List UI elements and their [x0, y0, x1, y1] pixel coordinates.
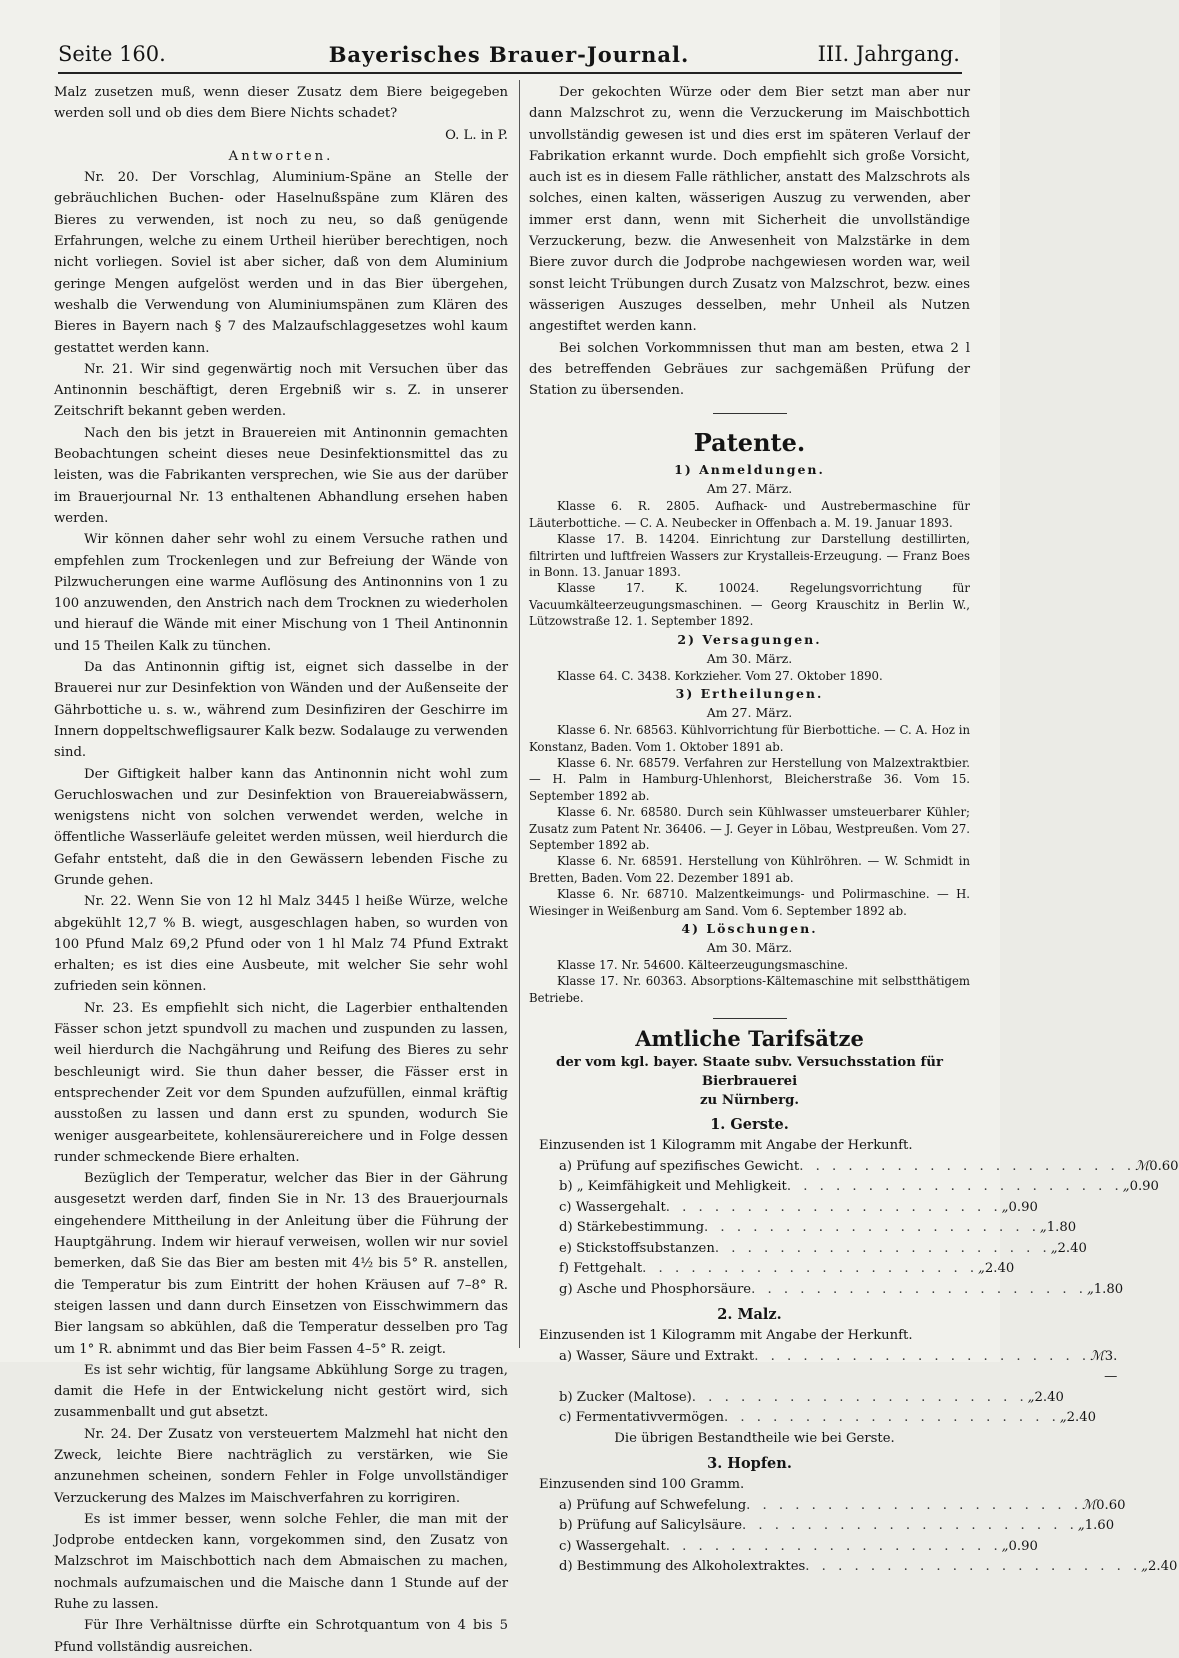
tariff-price: 0.60: [1149, 1158, 1179, 1174]
tariff-row: [529, 1537, 1038, 1558]
tariff-row: [529, 1516, 1115, 1537]
patent-section-date: Am 27. März.: [706, 481, 793, 497]
leader-dots: . . . . . . . . . . . . . . . . . . . . .: [704, 1220, 1040, 1236]
tariff-item-label: c) Wassergehalt: [559, 1199, 666, 1215]
article-paragraph: Malz zusetzen muß, wenn dieser Zusatz dem Biere beigegeben werden soll und ob dies dem Biere Nichts schadet?: [54, 85, 508, 122]
currency-symbol: „: [978, 1261, 985, 1277]
leader-dots: . . . . . . . . . . . . . . . . . . . . .: [786, 1179, 1123, 1195]
tariff-item-label: a) Wasser, Säure und Extrakt: [559, 1348, 755, 1364]
tariff-price: 0.90: [1008, 1538, 1038, 1554]
journal-title: Bayerisches Brauer-Journal.: [328, 42, 690, 67]
leader-dots: . . . . . . . . . . . . . . . . . . . . .: [642, 1261, 979, 1277]
leader-dots: . . . . . . . . . . . . . . . . . . . . .: [691, 1389, 1028, 1405]
tariff-price: 0.90: [1129, 1179, 1159, 1195]
tariff-subtitle-location: zu Nürnberg.: [699, 1093, 800, 1109]
tariff-item-label: b) Prüfung auf Salicylsäure: [559, 1518, 742, 1534]
patent-entry: Klasse 6. Nr. 68563. Kühlvorrichtung für Bierbottiche. — C. A. Hoz in Konstanz, Baden. Vom 1. Oktober 1891 ab.: [529, 723, 970, 754]
patent-entry: Klasse 6. Nr. 68579. Verfahren zur Herstellung von Malzextraktbier. — H. Palm in Hamburg-Uhlenhorst, Bleicherstraße 36. Vom 15. September 1892 ab.: [529, 755, 970, 803]
leader-dots: . . . . . . . . . . . . . . . . . . . . .: [751, 1281, 1087, 1297]
tariff-note: Die übrigen Bestandtheile wie bei Gerste.: [614, 1430, 895, 1446]
article-paragraph: Bei solchen Vorkommnissen thut man am besten, etwa 2 l des betreffenden Gebräues zur sachgemäßen Prüfung der Station zu übersenden.: [529, 340, 970, 399]
patent-entry: Klasse 6. Nr. 68591. Herstellung von Kühlröhren. — W. Schmidt in Bretten, Baden. Vom 22. Dezember 1891 ab.: [529, 854, 970, 885]
tariff-price: 2.40: [1066, 1410, 1097, 1426]
article-paragraph: Wir können daher sehr wohl zu einem Versuche rathen und empfehlen zum Trockenlegen und zur Befreiung der Wände von Pilzwucherungen eine warme Auflösung des Antinonnins von 1 zu 100 anzuwenden, den Anstrich nach dem Trocknen zu wiederholen und hierauf die Wände mit einer Mischung von 1 Theil Antinonnin und 15 Theilen Kalk zu tünchen.: [54, 532, 508, 654]
tariff-price: 2.40: [1057, 1240, 1087, 1256]
article-paragraph: Bezüglich der Temperatur, welcher das Bier in der Gährung ausgesetzt werden darf, finden Sie in Nr. 13 des Brauerjournals eingehendere Mittheilung in der Anleitung über die Führung der Hauptgährung. Indem wir hierauf verweisen, wollen wir nur soviel bemerken, daß Sie das Bier am besten mit 4½ bis 5° R. anstellen, die Temperatur bis zum Eintritt der hohen Kräusen auf 7–8° R. steigen lassen und dann durch Einsetzen von Eisschwimmern das Bier langsam so abkühlen, daß die Temperatur desselben pro Tag um 1° R. abnimmt und das Bier beim Fassen 4–5° R. zeigt.: [54, 1171, 508, 1357]
tariff-price: 0.90: [1008, 1199, 1038, 1215]
tariff-item-label: f) Fettgehalt: [559, 1261, 643, 1277]
tariff-heading: Amtliche Tarifsätze: [635, 1026, 864, 1052]
tariff-item-label: g) Asche und Phosphorsäure: [559, 1281, 752, 1297]
tariff-subtitle: der vom kgl. bayer. Staate subv. Versuchsstation für Bierbrauerei: [556, 1055, 943, 1090]
patent-section-date: Am 30. März.: [706, 650, 793, 666]
patents-list: [529, 460, 970, 1006]
article-paragraph: Der Giftigkeit halber kann das Antinonnin nicht wohl zum Geruchloswachen und zur Desinfektion von Brauereiabwässern, wenigstens nicht von solchen verwendet werden, welche in öffentliche Wasserläufe geleitet werden müssen, weil hierdurch die Gefahr entsteht, daß die in den Gewässern lebenden Fische zu Grunde gehen.: [54, 766, 508, 888]
tariff-price: 1.80: [1046, 1220, 1077, 1236]
patent-section-heading: 2) Versagungen.: [677, 631, 822, 647]
patent-section-heading: 3) Ertheilungen.: [675, 686, 824, 702]
tariff-section-intro: Einzusenden sind 100 Gramm.: [539, 1477, 745, 1493]
article-paragraph: Es ist sehr wichtig, für langsame Abkühlung Sorge zu tragen, damit die Hefe in der Entwickelung nicht gestört wird, sich zusammenballt und gut absetzt.: [54, 1362, 508, 1421]
tariff-item-label: d) Stärkebestimmung: [559, 1220, 705, 1236]
tariff-section-intro: Einzusenden ist 1 Kilogramm mit Angabe der Herkunft.: [539, 1328, 913, 1344]
tariff-price: 1.80: [1093, 1281, 1124, 1297]
article-paragraph: Nr. 21. Wir sind gegenwärtig noch mit Versuchen über das Antinonnin beschäftigt, deren Ergebniß wir s. Z. in unserer Zeitschrift bekannt geben werden.: [54, 361, 508, 420]
currency-symbol: „: [1039, 1220, 1047, 1236]
tariff-price: 2.40: [1034, 1389, 1064, 1405]
page-number: Seite 160.: [58, 42, 166, 66]
tariff-item-label: b) Zucker (Maltose): [559, 1389, 692, 1405]
section-rule: [713, 1018, 787, 1019]
tariff-row: [529, 1408, 1097, 1429]
tariff-row: [529, 1239, 1087, 1260]
tariff-item-label: e) Stickstoffsubstanzen: [559, 1240, 715, 1256]
tariff-price: 3.—: [1104, 1348, 1118, 1385]
patent-entry: Klasse 17. K. 10024. Regelungsvorrichtung für Vacuumkälteerzeugungsmaschinen. — Georg Krauschitz in Berlin W., Lützowstraße 12. 1. September 1892.: [529, 581, 970, 629]
currency-symbol: „: [1077, 1518, 1085, 1534]
patent-entry: Klasse 17. Nr. 54600. Kälteerzeugungsmaschine.: [557, 957, 849, 972]
currency-symbol: „: [1027, 1389, 1035, 1405]
article-paragraph: O. L. in P.: [445, 127, 508, 143]
leader-dots: . . . . . . . . . . . . . . . . . . . . .: [723, 1410, 1060, 1426]
currency-symbol: „: [1141, 1559, 1149, 1575]
article-paragraph: Nach den bis jetzt in Brauereien mit Antinonnin gemachten Beobachtungen scheint dieses neue Desinfektionsmittel das zu leisten, was die Fabrikanten versprechen, wie Sie aus der darüber im Brauerjournal Nr. 13 enthaltenen Abhandlung ersehen haben werden.: [54, 425, 508, 526]
tariff-row: [529, 1259, 1015, 1280]
tariff-item-label: a) Prüfung auf spezifisches Gewicht: [559, 1158, 800, 1174]
patent-section-date: Am 30. März.: [706, 939, 793, 955]
patent-entry: Klasse 17. B. 14204. Einrichtung zur Darstellung destillirten, filtrirten und luftfreien Wassers zur Krystalleis-Erzeugung. — Franz Boes in Bonn. 13. Januar 1893.: [529, 532, 970, 580]
patent-section-heading: 1) Anmeldungen.: [674, 462, 825, 478]
leader-dots: . . . . . . . . . . . . . . . . . . . . .: [665, 1199, 1002, 1215]
header-rule: [58, 72, 962, 74]
article-paragraph: Nr. 22. Wenn Sie von 12 hl Malz 3445 l heiße Würze, welche abgekühlt 12,7 % B. wiegt, ausgeschlagen haben, so wurden von 100 Pfund Malz 69,2 Pfund oder von 1 hl Malz 74 Pfund Extrakt erhalten; es ist dies eine Ausbeute, mit welcher Sie sehr wohl zufrieden sein können.: [54, 894, 508, 995]
tariff-row: [529, 1280, 1124, 1301]
article-paragraph: Für Ihre Verhältnisse dürfte ein Schrotquantum von 4 bis 5 Pfund vollständig ausreichen.: [54, 1618, 508, 1655]
article-paragraph: Nr. 20. Der Vorschlag, Aluminium-Späne an Stelle der gebräuchlichen Buchen- oder Haselnußspäne zum Klären des Bieres zu verwenden, ist noch zu neu, so daß genügende Erfahrungen, welche zu einem Urtheil hierüber berechtigen, noch nicht vorliegen. Soviel ist aber sicher, daß von dem Aluminium geringe Mengen aufgelöst werden und in das Bier übergehen, weshalb die Verwendung von Aluminiumspänen zum Klären des Bieres in Bayern nach § 7 des Malzaufschlaggesetzes wohl kaum gestattet werden kann.: [54, 170, 508, 356]
leader-dots: . . . . . . . . . . . . . . . . . . . . .: [799, 1158, 1136, 1174]
article-paragraph: Es ist immer besser, wenn solche Fehler, die man mit der Jodprobe entdecken kann, vorgekommen sind, den Zusatz von Malzschrot im Maischbottich nach dem Abmaischen zu machen, nochmals aufzumaischen und die Maische dann 1 Stunde auf der Ruhe zu lassen.: [54, 1511, 508, 1613]
tariff-section-heading: 1. Gerste.: [710, 1116, 789, 1134]
patent-entry: Klasse 64. C. 3438. Korkzieher. Vom 27. Oktober 1890.: [557, 668, 883, 683]
tariff-price: 0.60: [1096, 1497, 1126, 1513]
leader-dots: . . . . . . . . . . . . . . . . . . . . .: [742, 1518, 1078, 1534]
patents-heading: Patente.: [693, 428, 806, 458]
tariff-item-label: c) Fermentativvermögen: [559, 1410, 724, 1426]
tariff-price: 2.40: [984, 1261, 1015, 1277]
section-rule: [713, 413, 787, 414]
tariff-tables: [529, 1114, 1179, 1578]
patent-entry: Klasse 6. R. 2805. Aufhack- und Austrebermaschine für Läuterbottiche. — C. A. Neubecker in Offenbach a. M. 19. Januar 1893.: [529, 499, 970, 530]
leader-dots: . . . . . . . . . . . . . . . . . . . . .: [754, 1348, 1091, 1364]
tariff-row: [529, 1388, 1064, 1409]
tariff-row: [529, 1198, 1038, 1219]
tariff-row: [529, 1557, 1178, 1578]
tariff-row: [529, 1347, 1118, 1388]
currency-symbol: „: [1059, 1410, 1067, 1426]
article-paragraph: Der gekochten Würze oder dem Bier setzt man aber nur dann Malzschrot zu, wenn die Verzuckerung im Maischbottich unvollständig gewesen ist und dies erst im späteren Verlauf der Fabrikation erkannt wurde. Doch empfiehlt sich große Vorsicht, auch ist es in diesem Falle räthlicher, anstatt des Malzschrots als solches, einen kalten, wässerigen Auszug zu verwenden, aber immer erst dann, wenn mit Sicherheit die unvollständige Verzuckerung, bezw. die Anwesenheit von Malzstärke in dem Biere zuvor durch die Jodprobe nachgewiesen worden war, weil sonst leicht Trübungen durch Zusatz von Malzschrot, bezw. eines wässerigen Auszuges desselben, mehr Unheil als Nutzen angestiftet werden kann.: [529, 85, 970, 335]
tariff-price: 2.40: [1148, 1559, 1178, 1575]
article-paragraph: Antworten.: [228, 148, 334, 164]
volume-year: III. Jahrgang.: [817, 42, 960, 66]
patent-section-date: Am 27. März.: [706, 705, 793, 721]
currency-symbol: „: [1050, 1240, 1058, 1256]
left-column: [54, 82, 508, 1658]
tariff-item-label: b) „ Keimfähigkeit und Mehligkeit: [559, 1179, 787, 1195]
currency-symbol: „: [1001, 1199, 1009, 1215]
patent-section-heading: 4) Löschungen.: [681, 920, 818, 936]
article-paragraph: Nr. 24. Der Zusatz von versteuertem Malzmehl hat nicht den Zweck, leichte Biere nachträglich zu verstärken, wie Sie anzunehmen scheinen, sondern Fehler in Folge unvollständiger Verzuckerung des Malzes im Maischverfahren zu korrigiren.: [54, 1426, 508, 1506]
patent-entry: Klasse 6. Nr. 68710. Malzentkeimungs- und Polirmaschine. — H. Wiesinger in Weißenburg am Sand. Vom 6. September 1892 ab.: [529, 887, 970, 918]
tariff-item-label: c) Wassergehalt: [559, 1538, 666, 1554]
article-paragraph: Nr. 23. Es empfiehlt sich nicht, die Lagerbier enthaltenden Fässer schon jetzt spundvoll zu machen und zuspunden zu lassen, weil hierdurch die Nachgährung und Reifung des Bieres zu sehr beschleunigt wird. Sie thun daher besser, die Fässer erst in entsprechender Zeit vor dem Spunden aufzufüllen, einmal kräftig ausstoßen zu lassen und dann erst zu spunden, wodurch Sie weniger ausgearbeitete, kohlensäurereichere und in Folge dessen runder schmeckende Biere erhalten.: [54, 1000, 508, 1165]
leader-dots: . . . . . . . . . . . . . . . . . . . . .: [746, 1497, 1083, 1513]
patent-entry: Klasse 17. Nr. 60363. Absorptions-Kältemaschine mit selbstthätigem Betriebe.: [529, 974, 970, 1005]
currency-symbol: „: [1086, 1281, 1094, 1297]
leader-dots: . . . . . . . . . . . . . . . . . . . . .: [665, 1538, 1002, 1554]
tariff-item-label: d) Bestimmung des Alkoholextraktes: [559, 1559, 806, 1575]
currency-symbol: „: [1122, 1179, 1130, 1195]
tariff-row: [529, 1177, 1159, 1198]
tariff-section-heading: 3. Hopfen.: [707, 1455, 792, 1473]
article-paragraph: Da das Antinonnin giftig ist, eignet sich dasselbe in der Brauerei nur zur Desinfektion von Wänden und der Außenseite der Gährbottiche u. s. w., während zum Desinfiziren der Geschirre im Innern doppeltschwefligsaurer Kalk bezw. Sodalauge zu verwenden sind.: [54, 660, 508, 761]
tariff-section-intro: Einzusenden ist 1 Kilogramm mit Angabe der Herkunft.: [539, 1138, 913, 1154]
leader-dots: . . . . . . . . . . . . . . . . . . . . .: [714, 1240, 1051, 1256]
tariff-row: [529, 1496, 1126, 1517]
tariff-row: [529, 1218, 1077, 1239]
column-divider: [519, 80, 520, 1348]
right-column: [529, 82, 1179, 1578]
tariff-item-label: a) Prüfung auf Schwefelung: [559, 1497, 747, 1513]
right-column-top-text: [529, 82, 970, 401]
patent-entry: Klasse 6. Nr. 68580. Durch sein Kühlwasser umsteuerbarer Kühler; Zusatz zum Patent Nr. 36406. — J. Geyer in Löbau, Westpreußen. Vom 27. September 1892 ab.: [529, 805, 970, 852]
currency-symbol: „: [1001, 1538, 1009, 1554]
tariff-section-heading: 2. Malz.: [717, 1306, 782, 1324]
tariff-row: [529, 1157, 1179, 1178]
tariff-price: 1.60: [1084, 1518, 1115, 1534]
currency-symbol: ℳ: [1082, 1497, 1097, 1513]
leader-dots: . . . . . . . . . . . . . . . . . . . . .: [805, 1559, 1142, 1575]
currency-symbol: ℳ: [1090, 1348, 1105, 1364]
currency-symbol: ℳ: [1135, 1158, 1150, 1174]
